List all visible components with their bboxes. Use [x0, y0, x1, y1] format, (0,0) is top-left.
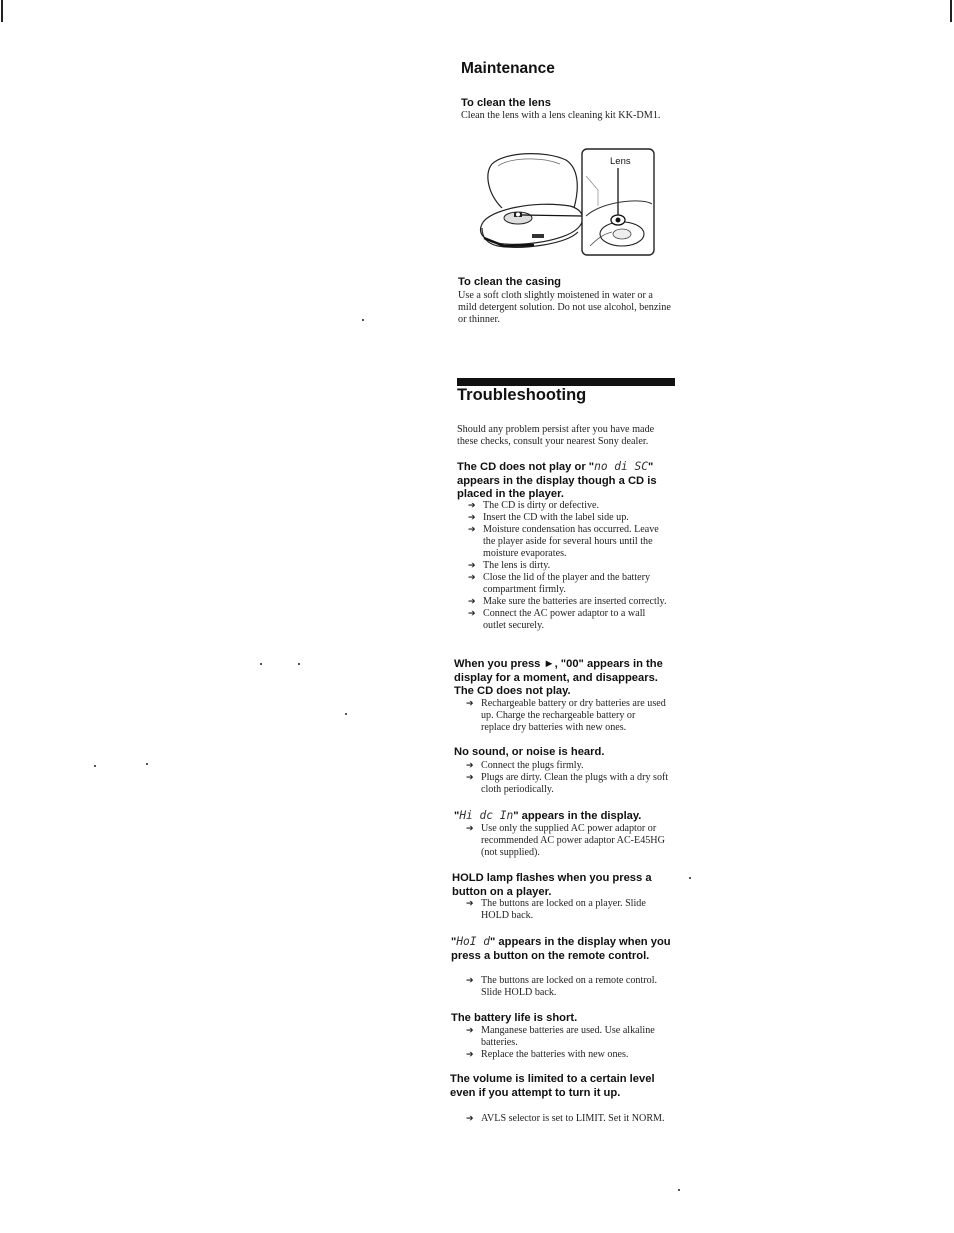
problem-heading-text: " appears in the display. — [513, 810, 642, 822]
solution-list — [466, 1025, 671, 1061]
lens-illustration — [474, 146, 658, 258]
problem-heading-text: " — [454, 810, 460, 822]
problem-heading — [451, 935, 671, 963]
problem-heading — [454, 809, 672, 824]
arrow-icon: ➔ — [466, 1026, 474, 1036]
arrow-icon: ➔ — [466, 773, 474, 783]
solution-item: ➔ The buttons are locked on a remote control. Slide HOLD back. — [466, 975, 658, 998]
problem-heading: The battery life is short. — [451, 1012, 578, 1024]
solution-item: ➔ AVLS selector is set to LIMIT. Set it NORM. — [466, 1113, 665, 1124]
solution-item: ➔ Replace the batteries with new ones. — [466, 1049, 629, 1060]
scan-speck — [298, 663, 300, 665]
cd-player-lens-figure — [474, 146, 658, 258]
solution-item: ➔ Use only the supplied AC power adaptor or recommended AC power adaptor AC-E45HG (not supplied). — [466, 823, 665, 858]
section-rule — [457, 378, 675, 386]
arrow-icon: ➔ — [466, 1050, 474, 1060]
clean-casing-heading: To clean the casing — [458, 276, 561, 288]
solution-item: ➔ The lens is dirty. — [468, 560, 551, 571]
solution-item: ➔ Manganese batteries are used. Use alkaline batteries. — [466, 1025, 655, 1048]
scan-speck — [94, 765, 96, 767]
scan-speck — [362, 319, 364, 321]
scan-speck — [345, 713, 347, 715]
problem-heading-text: " appears in the display when you press a button on the remote control. — [451, 936, 671, 962]
solution-list — [466, 823, 666, 859]
scan-edge-right — [950, 0, 952, 22]
arrow-icon: ➔ — [466, 899, 474, 909]
arrow-icon: ➔ — [466, 761, 474, 771]
lens-label: Lens — [610, 156, 631, 167]
solution-list — [468, 500, 668, 632]
arrow-icon: ➔ — [466, 824, 474, 834]
arrow-icon: ➔ — [468, 609, 476, 619]
arrow-icon: ➔ — [468, 573, 476, 583]
problem-heading-text: The CD does not play or " — [457, 461, 595, 473]
solution-item: ➔ Moisture condensation has occurred. Leave the player aside for several hours until the moisture evaporates. — [468, 524, 659, 559]
solution-item: ➔ Make sure the batteries are inserted correctly. — [468, 596, 667, 607]
scan-speck — [146, 763, 148, 765]
problem-heading — [457, 460, 672, 502]
problem-heading-text: " appears in the display though a CD is placed in the player. — [457, 461, 657, 500]
arrow-icon: ➔ — [466, 976, 474, 986]
lcd-message: no di SC — [594, 460, 648, 473]
lcd-message: Hi dc In — [459, 809, 514, 822]
solution-list — [466, 1113, 666, 1125]
arrow-icon: ➔ — [468, 501, 476, 511]
problem-heading: When you press ►, "00" appears in the display for a moment, and disappears. The CD does not play. — [454, 658, 663, 697]
arrow-icon: ➔ — [468, 597, 476, 607]
solution-list — [466, 698, 666, 734]
problem-heading: No sound, or noise is heard. — [454, 746, 605, 758]
scan-speck — [260, 663, 262, 665]
clean-casing-text: Use a soft cloth slightly moistened in water or a mild detergent solution. Do not use alcohol, benzine or thinner. — [458, 290, 671, 325]
solution-item: ➔ Connect the AC power adaptor to a wall outlet securely. — [468, 608, 646, 631]
arrow-icon: ➔ — [468, 513, 476, 523]
clean-lens-text: Clean the lens with a lens cleaning kit KK-DM1. — [461, 110, 661, 121]
scan-speck — [678, 1189, 680, 1191]
solution-item: ➔ The CD is dirty or defective. — [468, 500, 600, 511]
arrow-icon: ➔ — [466, 1114, 474, 1124]
solution-list — [466, 898, 666, 922]
arrow-icon: ➔ — [468, 561, 476, 571]
troubleshooting-title: Troubleshooting — [457, 386, 587, 404]
solution-item: ➔ Insert the CD with the label side up. — [468, 512, 629, 523]
lcd-message: HoI d — [456, 935, 490, 948]
problem-heading: HOLD lamp flashes when you press a button on a player. — [452, 872, 652, 898]
maintenance-title: Maintenance — [461, 60, 555, 77]
solution-list — [466, 975, 671, 999]
troubleshooting-intro: Should any problem persist after you have made these checks, consult your nearest Sony dealer. — [457, 424, 655, 447]
solution-item: ➔ Connect the plugs firmly. — [466, 760, 584, 771]
problem-heading: The volume is limited to a certain level even if you attempt to turn it up. — [450, 1073, 655, 1099]
arrow-icon: ➔ — [466, 699, 474, 709]
scan-speck — [689, 877, 691, 879]
arrow-icon: ➔ — [468, 525, 476, 535]
solution-item: ➔ Plugs are dirty. Clean the plugs with a dry soft cloth periodically. — [466, 772, 669, 795]
clean-lens-heading: To clean the lens — [461, 97, 551, 109]
solution-item: ➔ Rechargeable battery or dry batteries are used up. Charge the rechargeable battery or replace dry batteries with new ones. — [466, 698, 666, 733]
solution-item: ➔ Close the lid of the player and the battery compartment firmly. — [468, 572, 651, 595]
scan-edge-left — [1, 0, 3, 22]
solution-list — [466, 760, 671, 796]
problem-heading-text: " — [451, 936, 457, 948]
solution-item: ➔ The buttons are locked on a player. Slide HOLD back. — [466, 898, 646, 921]
